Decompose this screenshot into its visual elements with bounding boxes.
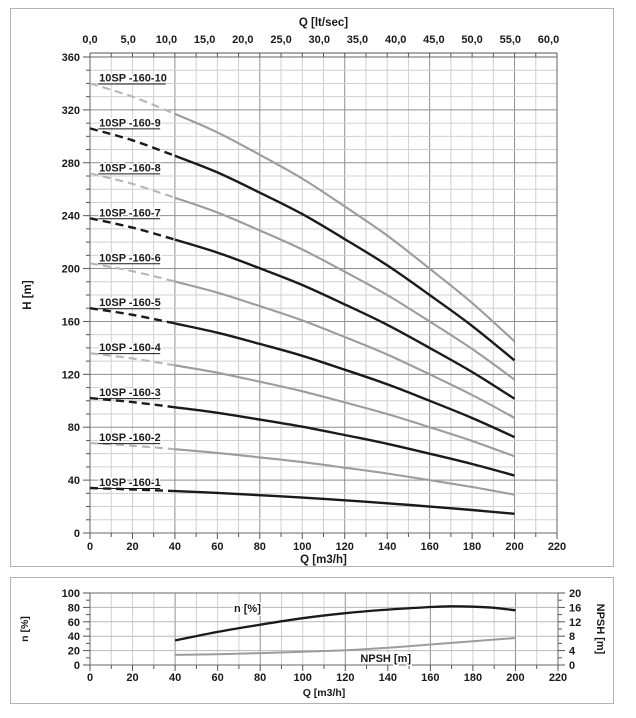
curve-10sp-160-2-label: 10SP -160-2 bbox=[99, 432, 161, 445]
top-axis-tick-label: 50,0 bbox=[461, 34, 483, 46]
top-axis-tick-label: 25,0 bbox=[270, 34, 292, 46]
y-axis-tick-label: 360 bbox=[61, 52, 80, 64]
right-axis-title: NPSH [m] bbox=[594, 603, 606, 655]
top-axis-tick-label: 45,0 bbox=[423, 34, 445, 46]
x-axis-tick-label: 200 bbox=[505, 541, 524, 553]
left-axis-tick-label: 40 bbox=[67, 631, 80, 644]
curve-10sp-160-10-label: 10SP -160-10 bbox=[99, 72, 167, 85]
x-axis-tick-label: 160 bbox=[420, 541, 439, 553]
left-axis-tick-label: 0 bbox=[73, 660, 80, 672]
head-capacity-chart bbox=[11, 9, 613, 566]
right-axis-tick-label: 12 bbox=[569, 616, 582, 629]
npsh-curve-label: NPSH [m] bbox=[360, 653, 412, 666]
y-axis-tick-label: 0 bbox=[73, 528, 80, 540]
right-axis-tick-label: 8 bbox=[569, 631, 576, 644]
right-axis-tick-label: 0 bbox=[569, 660, 576, 672]
x-axis-tick-label: 80 bbox=[254, 672, 267, 684]
x-axis-tick-label: 220 bbox=[548, 672, 568, 684]
x-axis-tick-label: 180 bbox=[462, 541, 482, 553]
curve-10sp-160-9-label: 10SP -160-9 bbox=[99, 117, 161, 130]
left-axis-tick-label: 80 bbox=[67, 602, 80, 615]
x-axis-title: Q [m3/h] bbox=[300, 554, 347, 566]
x-axis-tick-label: 140 bbox=[378, 541, 397, 553]
x-axis-tick-label: 160 bbox=[421, 672, 440, 684]
head-capacity-chart-box bbox=[10, 8, 614, 567]
y-axis-tick-label: 40 bbox=[67, 475, 80, 488]
curve-10sp-160-5-label: 10SP -160-5 bbox=[99, 297, 161, 310]
x-axis-tick-label: 20 bbox=[126, 541, 139, 553]
x-axis-tick-label: 0 bbox=[86, 672, 94, 684]
left-axis-tick-label: 60 bbox=[67, 616, 80, 629]
x-axis-tick-label: 120 bbox=[336, 672, 355, 684]
top-axis-tick-label: 0,0 bbox=[82, 34, 98, 46]
x-axis-tick-label: 40 bbox=[168, 672, 182, 684]
y-axis-tick-label: 80 bbox=[67, 422, 80, 435]
top-axis-tick-label: 15,0 bbox=[193, 34, 216, 46]
x-axis-tick-label: 200 bbox=[506, 672, 525, 684]
x-axis-tick-label: 20 bbox=[126, 672, 139, 684]
curve-10sp-160-7-label: 10SP -160-7 bbox=[99, 207, 161, 220]
x-axis-tick-label: 140 bbox=[378, 672, 397, 684]
x-axis-tick-label: 0 bbox=[86, 541, 94, 553]
x-axis-tick-label: 60 bbox=[211, 672, 224, 684]
x-axis-tick-label: 120 bbox=[335, 541, 354, 553]
top-axis-tick-label: 10,0 bbox=[155, 34, 178, 46]
efficiency-npsh-chart-box bbox=[10, 577, 614, 704]
right-axis-tick-label: 4 bbox=[569, 645, 576, 658]
x-axis-tick-label: 220 bbox=[547, 541, 567, 553]
left-axis-tick-label: 100 bbox=[61, 588, 80, 600]
top-axis-tick-label: 20,0 bbox=[232, 34, 254, 46]
curve-10sp-160-6-label: 10SP -160-6 bbox=[99, 252, 161, 265]
x-axis-tick-label: 80 bbox=[253, 541, 266, 553]
x-axis-tick-label: 180 bbox=[463, 672, 483, 684]
top-axis-tick-label: 30,0 bbox=[308, 34, 330, 46]
top-axis-tick-label: 55,0 bbox=[499, 34, 522, 46]
curve-10sp-160-4-label: 10SP -160-4 bbox=[99, 342, 161, 355]
x-axis-title: Q [m3/h] bbox=[302, 687, 346, 699]
y-axis-title: H [m] bbox=[22, 280, 34, 310]
y-axis-tick-label: 320 bbox=[61, 104, 80, 117]
curve-10sp-160-8-label: 10SP -160-8 bbox=[99, 162, 161, 175]
curve-10sp-160-3-label: 10SP -160-3 bbox=[99, 387, 161, 400]
y-axis-tick-label: 120 bbox=[61, 369, 80, 382]
top-axis-title: Q [lt/sec] bbox=[298, 17, 349, 29]
y-axis-tick-label: 240 bbox=[61, 210, 80, 223]
x-axis-tick-label: 100 bbox=[293, 672, 312, 684]
efficiency-npsh-chart bbox=[11, 578, 613, 703]
top-axis-tick-label: 35,0 bbox=[346, 34, 369, 46]
top-axis-tick-label: 60,0 bbox=[537, 34, 560, 46]
y-axis-tick-label: 200 bbox=[61, 263, 80, 276]
top-axis-tick-label: 5,0 bbox=[120, 34, 136, 46]
left-axis-title: n [%] bbox=[19, 616, 31, 642]
curve-10sp-160-1-label: 10SP -160-1 bbox=[99, 477, 161, 490]
right-axis-tick-label: 16 bbox=[569, 602, 582, 615]
y-axis-tick-label: 160 bbox=[61, 316, 80, 329]
left-axis-tick-label: 20 bbox=[67, 645, 80, 658]
x-axis-tick-label: 60 bbox=[211, 541, 224, 553]
efficiency-curve-label: n [%] bbox=[233, 603, 261, 616]
right-axis-tick-label: 20 bbox=[569, 588, 582, 600]
x-axis-tick-label: 40 bbox=[168, 541, 182, 553]
top-axis-tick-label: 40,0 bbox=[384, 34, 407, 46]
y-axis-tick-label: 280 bbox=[61, 157, 80, 170]
x-axis-tick-label: 100 bbox=[293, 541, 312, 553]
